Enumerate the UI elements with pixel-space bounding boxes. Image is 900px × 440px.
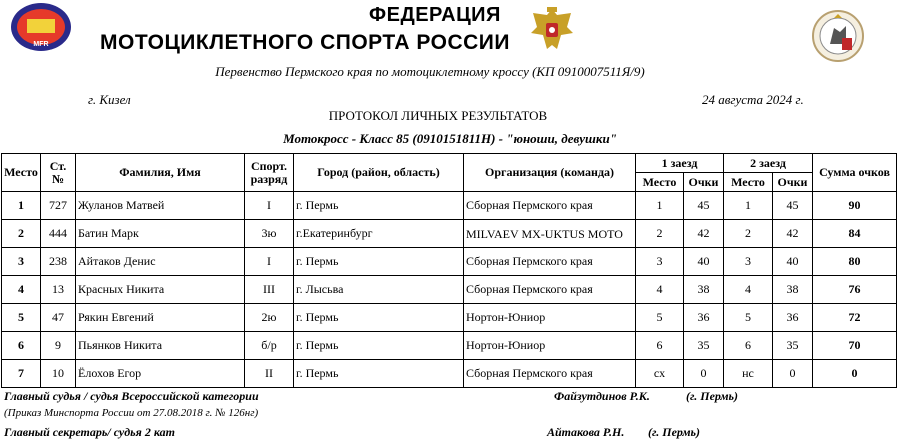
cell-start-no: 444 — [41, 220, 76, 248]
chief-secretary-name: Айтакова Р.Н. — [547, 425, 625, 439]
cell-r2-place: 1 — [724, 192, 773, 220]
col-place: Место — [2, 154, 41, 192]
col-org: Организация (команда) — [464, 154, 636, 192]
cell-total: 70 — [813, 332, 897, 360]
chief-judge-name: Файзутдинов Р.К. — [554, 389, 650, 403]
cell-name: Рякин Евгений — [76, 304, 245, 332]
federation-title-line2: МОТОЦИКЛЕТНОГО СПОРТА РОССИИ — [100, 31, 510, 54]
cell-city: г. Пермь — [294, 360, 464, 388]
cell-r1-place: 6 — [636, 332, 684, 360]
order-note: (Приказ Минспорта России от 27.08.2018 г. № 126нг) — [4, 407, 259, 419]
cell-r1-points: 40 — [684, 248, 724, 276]
cell-name: Жуланов Матвей — [76, 192, 245, 220]
cell-place: 7 — [2, 360, 41, 388]
event-city: г. Кизел — [88, 92, 131, 107]
cell-place: 3 — [2, 248, 41, 276]
cell-r2-place: 2 — [724, 220, 773, 248]
cell-total: 72 — [813, 304, 897, 332]
cell-r1-place: сх — [636, 360, 684, 388]
results-table — [1, 153, 897, 388]
cell-start-no: 10 — [41, 360, 76, 388]
cell-r2-place: 5 — [724, 304, 773, 332]
col-race2-place: Место — [724, 173, 773, 192]
cell-rank: 3ю — [245, 220, 294, 248]
cell-start-no: 13 — [41, 276, 76, 304]
protocol-title: ПРОТОКОЛ ЛИЧНЫХ РЕЗУЛЬТАТОВ — [328, 108, 548, 123]
col-race2-points: Очки — [773, 173, 813, 192]
cell-start-no: 727 — [41, 192, 76, 220]
cell-place: 6 — [2, 332, 41, 360]
cell-r2-place: 4 — [724, 276, 773, 304]
col-race2: 2 заезд — [724, 154, 813, 173]
cell-rank: I — [245, 248, 294, 276]
cell-name: Айтаков Денис — [76, 248, 245, 276]
cell-total: 84 — [813, 220, 897, 248]
chief-secretary-city: (г. Пермь) — [648, 425, 701, 439]
cell-place: 5 — [2, 304, 41, 332]
cell-city: г. Пермь — [294, 192, 464, 220]
federation-title-line1: ФЕДЕРАЦИЯ — [369, 4, 501, 26]
table-row — [2, 332, 897, 360]
cell-total: 90 — [813, 192, 897, 220]
logo-text: MFR — [33, 41, 49, 48]
cell-city: г. Лысьва — [294, 276, 464, 304]
table-row — [2, 360, 897, 388]
table-row — [2, 192, 897, 220]
cell-rank: 2ю — [245, 304, 294, 332]
event-date: 24 августа 2024 г. — [702, 92, 804, 107]
cell-r1-place: 2 — [636, 220, 684, 248]
col-city: Город (район, область) — [294, 154, 464, 192]
chief-judge-city: (г. Пермь) — [686, 389, 739, 403]
cell-r2-points: 40 — [773, 248, 813, 276]
cell-r1-points: 35 — [684, 332, 724, 360]
col-total: Сумма очков — [813, 154, 897, 192]
cell-r2-points: 38 — [773, 276, 813, 304]
col-name: Фамилия, Имя — [76, 154, 245, 192]
cell-total: 80 — [813, 248, 897, 276]
cell-org: Сборная Пермского края — [464, 192, 636, 220]
cell-r1-points: 45 — [684, 192, 724, 220]
cell-r1-points: 38 — [684, 276, 724, 304]
table-row — [2, 304, 897, 332]
cell-org: Сборная Пермского края — [464, 276, 636, 304]
cell-city: г. Пермь — [294, 248, 464, 276]
col-race1-place: Место — [636, 173, 684, 192]
cell-r1-place: 4 — [636, 276, 684, 304]
coat-of-arms-icon — [527, 5, 577, 55]
cell-rank: III — [245, 276, 294, 304]
cell-r2-points: 42 — [773, 220, 813, 248]
cell-rank: II — [245, 360, 294, 388]
cell-name: Красных Никита — [76, 276, 245, 304]
col-start-no-label: Ст. № — [49, 158, 67, 186]
cell-org: MILVAEV MX-UKTUS MOTO — [464, 220, 636, 248]
cell-place: 2 — [2, 220, 41, 248]
cell-rank: б/р — [245, 332, 294, 360]
cell-start-no: 238 — [41, 248, 76, 276]
cell-r1-points: 36 — [684, 304, 724, 332]
cell-place: 4 — [2, 276, 41, 304]
cell-r2-points: 35 — [773, 332, 813, 360]
cell-org: Сборная Пермского края — [464, 360, 636, 388]
championship-title: Первенство Пермского края по мотоциклетному кроссу (КП 0910007511Я/9) — [215, 64, 645, 79]
cell-name: Батин Марк — [76, 220, 245, 248]
cell-name: Пьянков Никита — [76, 332, 245, 360]
cell-city: г. Пермь — [294, 332, 464, 360]
table-row — [2, 248, 897, 276]
cell-r2-points: 36 — [773, 304, 813, 332]
cell-r1-place: 1 — [636, 192, 684, 220]
cell-r1-place: 3 — [636, 248, 684, 276]
col-race1-points: Очки — [684, 173, 724, 192]
cell-total: 76 — [813, 276, 897, 304]
cell-r1-points: 42 — [684, 220, 724, 248]
regional-logo — [812, 10, 864, 62]
cell-rank: I — [245, 192, 294, 220]
chief-judge-title: Главный судья / судья Всероссийской категории — [4, 389, 259, 403]
cell-name: Ёлохов Егор — [76, 360, 245, 388]
cell-start-no: 47 — [41, 304, 76, 332]
col-rank-label: Спорт. разряд — [250, 158, 288, 186]
cell-org: Сборная Пермского края — [464, 248, 636, 276]
cell-r2-points: 45 — [773, 192, 813, 220]
cell-r2-points: 0 — [773, 360, 813, 388]
cell-total: 0 — [813, 360, 897, 388]
chief-secretary-title: Главный секретарь/ судья 2 кат — [4, 425, 175, 439]
col-start-no — [41, 154, 76, 192]
cell-place: 1 — [2, 192, 41, 220]
cell-r2-place: 3 — [724, 248, 773, 276]
cell-org: Нортон-Юниор — [464, 304, 636, 332]
cell-city: г. Пермь — [294, 304, 464, 332]
col-rank — [245, 154, 294, 192]
col-race1: 1 заезд — [636, 154, 724, 173]
cell-r2-place: 6 — [724, 332, 773, 360]
table-row — [2, 220, 897, 248]
table-row — [2, 276, 897, 304]
cell-r1-points: 0 — [684, 360, 724, 388]
cell-org: Нортон-Юниор — [464, 332, 636, 360]
cell-city: г.Екатеринбург — [294, 220, 464, 248]
cell-r2-place: нс — [724, 360, 773, 388]
cell-start-no: 9 — [41, 332, 76, 360]
class-line: Мотокросс - Класс 85 (0910151811Н) - "юноши, девушки" — [283, 131, 617, 146]
cell-r1-place: 5 — [636, 304, 684, 332]
